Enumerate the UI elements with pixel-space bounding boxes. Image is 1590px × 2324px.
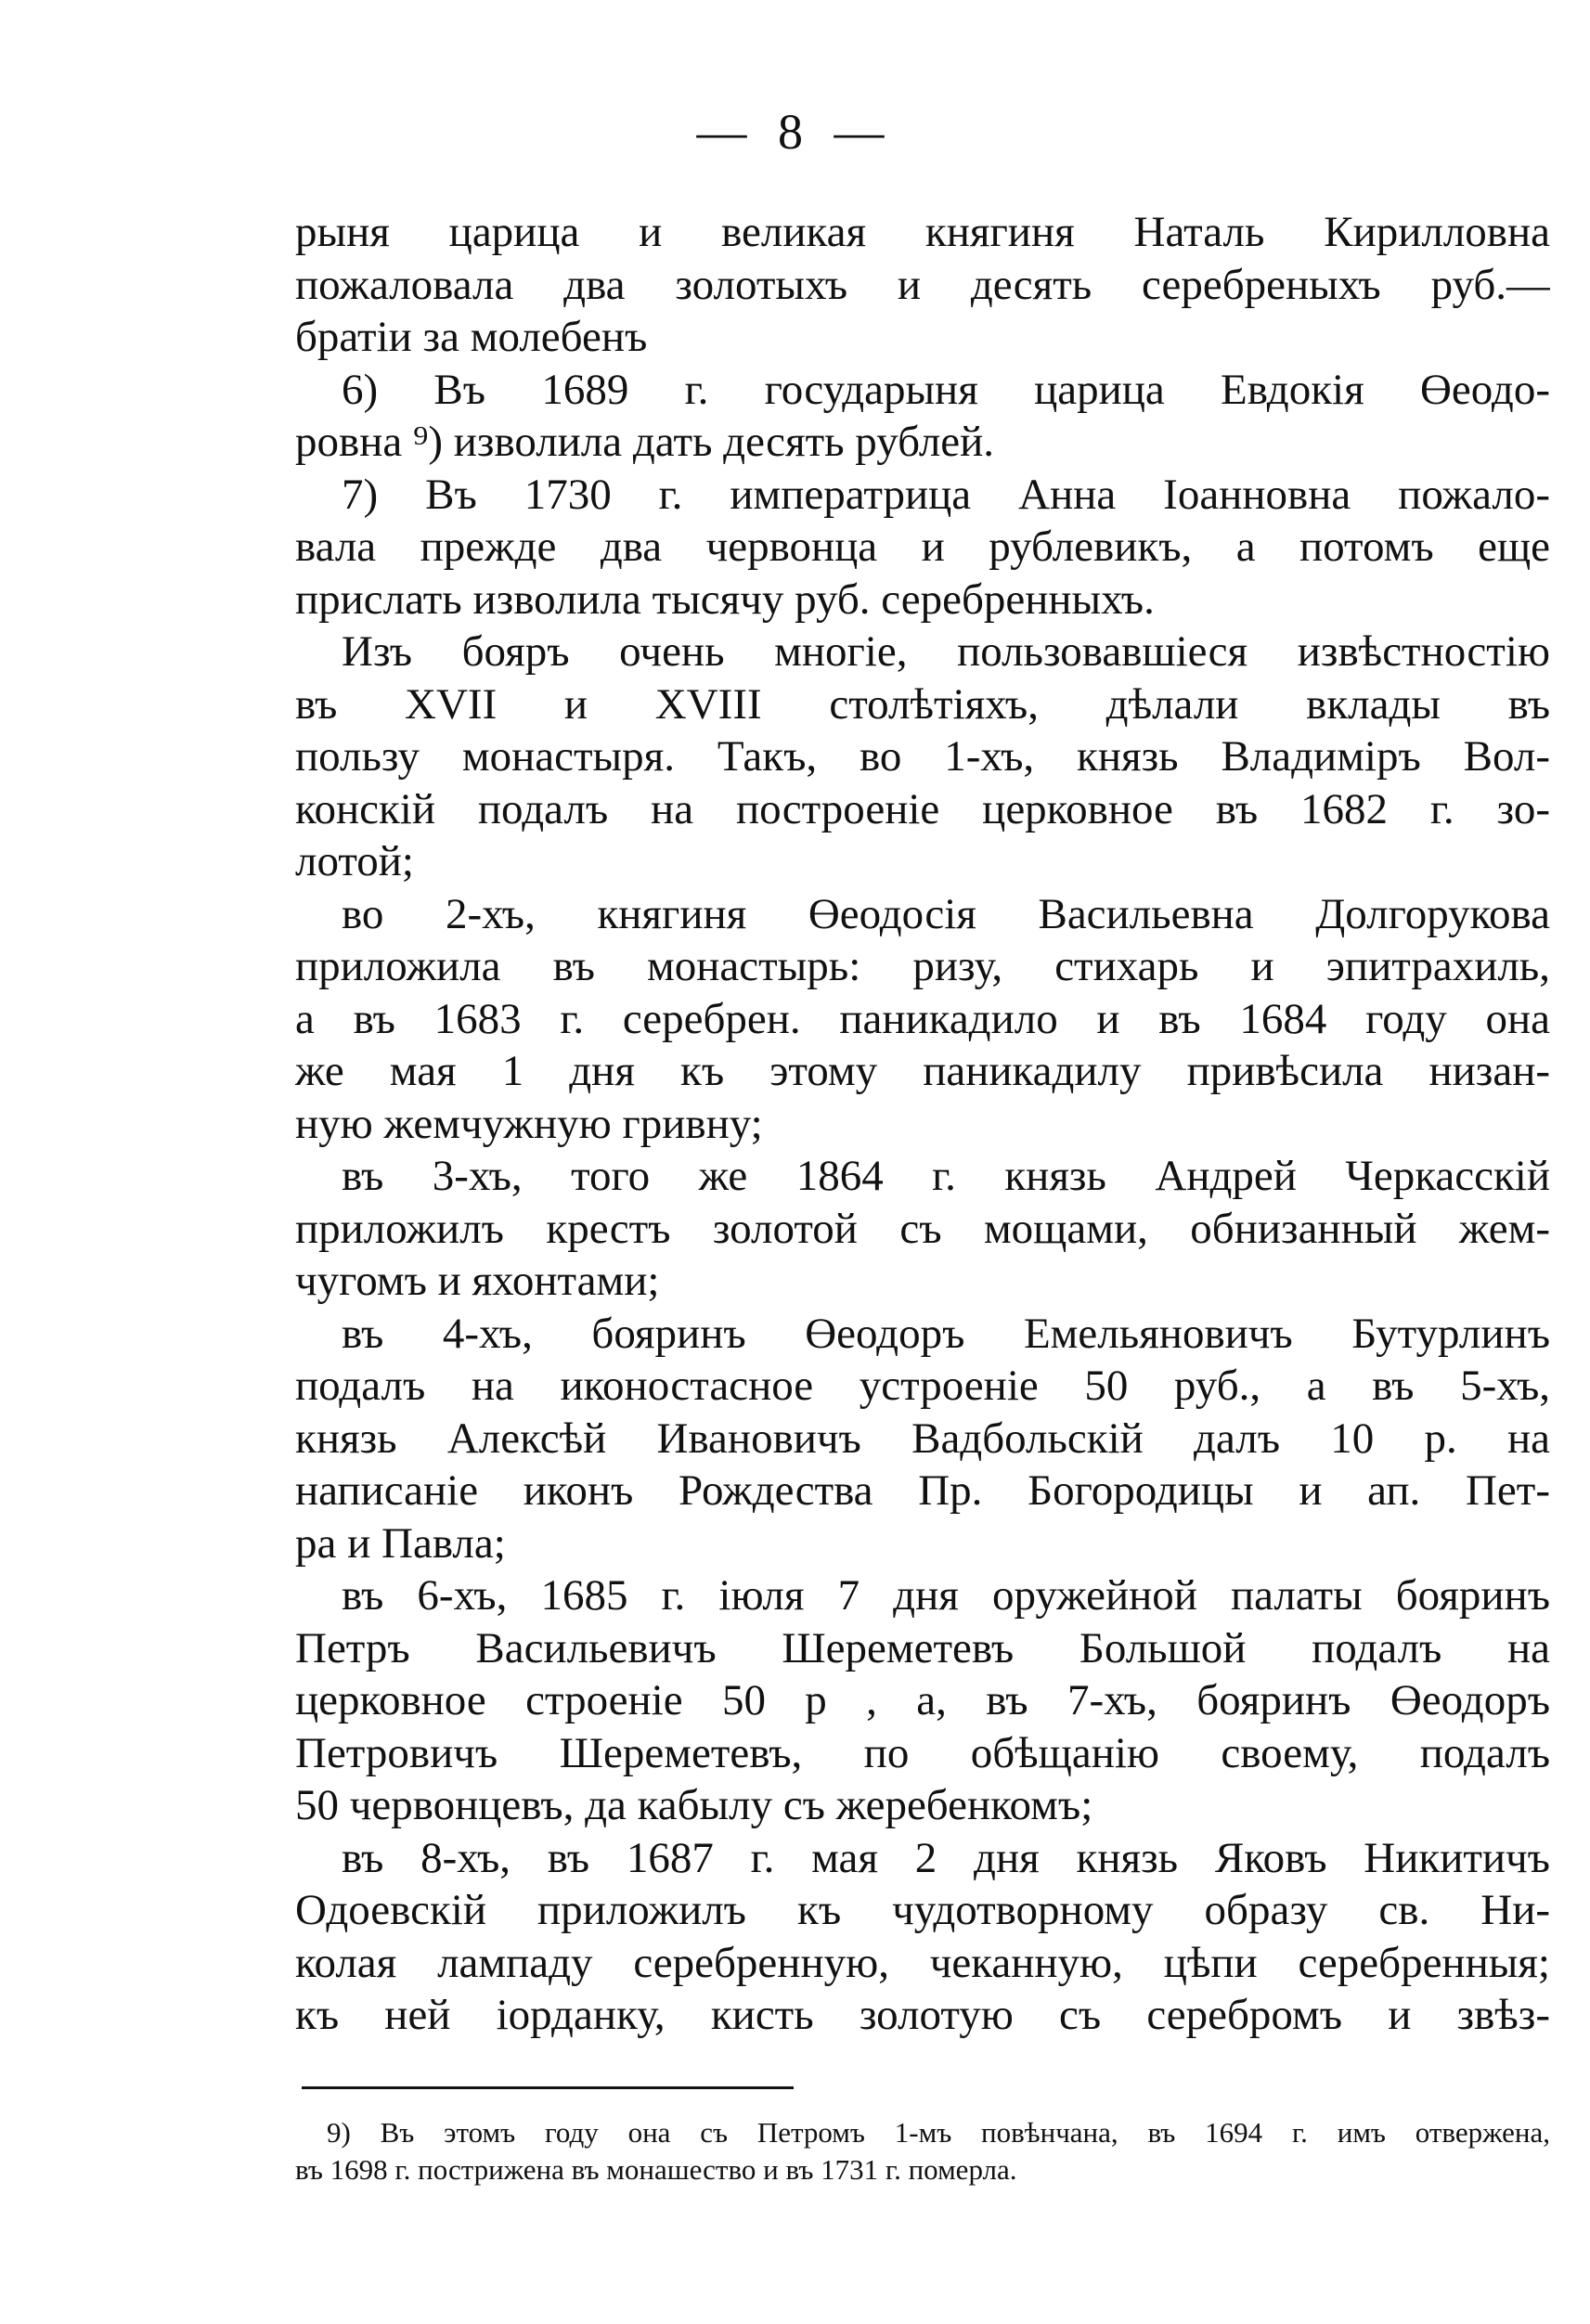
text-line: церковное строеніе 50 р , а, въ 7-хъ, бояринъ Өеодоръ [295, 1676, 1550, 1724]
text-line: Одоевскій приложилъ къ чудотворному образу св. Ни- [295, 1886, 1550, 1934]
text-line: ную жемчужную гривну; [295, 1099, 763, 1148]
text-line: 6) Въ 1689 г. государыня царица Евдокія Өеодо- [342, 365, 1550, 414]
text-line: въ XVII и XVIII столѣтіяхъ, дѣлали вклады въ [295, 679, 1550, 729]
footnote-line: въ 1698 г. пострижена въ монашество и въ 1731 г. померла. [295, 2153, 1017, 2186]
text-line: къ ней іорданку, кисть золотую съ серебромъ и звѣз- [295, 1991, 1550, 2039]
text-line: 7) Въ 1730 г. императрица Анна Іоанновна пожало- [342, 470, 1550, 519]
text-line: приложилъ крестъ золотой съ мощами, обнизанный жем- [295, 1204, 1550, 1253]
text-line: Петръ Васильевичъ Шереметевъ Большой подалъ на [295, 1623, 1550, 1672]
text-line: въ 4-хъ, бояринъ Өеодоръ Емельяновичъ Бутурлинъ [342, 1309, 1550, 1358]
text-line: же мая 1 дня къ этому паникадилу привѣсила низан- [295, 1047, 1550, 1095]
text-line: чугомъ и яхонтами; [295, 1257, 660, 1305]
page-number: — 8 — [696, 104, 894, 160]
text-line: а въ 1683 г. серебрен. паникадило и въ 1684 году она [295, 994, 1550, 1043]
text-line: во 2-хъ, княгиня Өеодосія Васильевна Долгорукова [342, 889, 1550, 938]
text-line: 50 червонцевъ, да кабылу съ жеребенкомъ; [295, 1781, 1093, 1829]
text-line: рыня царица и великая княгиня Наталь Кирилловна [295, 208, 1550, 256]
text-line: ровна ⁹) изволила дать десять рублей. [295, 418, 995, 466]
text-line: князь Алексѣй Ивановичъ Вадбольскій далъ 10 р. на [295, 1414, 1550, 1463]
text-line: написаніе иконъ Рождества Пр. Богородицы и ап. Пет- [295, 1466, 1550, 1515]
text-line: прислать изволила тысячу руб. серебренныхъ. [295, 575, 1155, 624]
footnote-line: 9) Въ этомъ году она съ Петромъ 1-мъ повѣнчана, въ 1694 г. имъ отвержена, [327, 2116, 1550, 2149]
text-line: въ 6-хъ, 1685 г. іюля 7 дня оружейной палаты бояринъ [342, 1571, 1550, 1620]
text-line: пользу монастыря. Такъ, во 1-хъ, князь Владиміръ Вол- [295, 732, 1550, 781]
text-line: колая лампаду серебренную, чеканную, цѣпи серебренныя; [295, 1938, 1550, 1987]
text-line: въ 8-хъ, въ 1687 г. мая 2 дня князь Яковъ Никитичъ [342, 1833, 1550, 1882]
footnote [295, 2114, 1550, 2188]
text-line: приложила въ монастырь: ризу, стихарь и эпитрахиль, [295, 942, 1550, 990]
text-line: лотой; [295, 837, 414, 885]
text-line: пожаловала два золотыхъ и десять серебреныхъ руб.— [295, 260, 1550, 309]
text-line: братіи за молебенъ [295, 313, 648, 361]
text-line: Изъ бояръ очень многіе, пользовавшіеся извѣстностію [342, 627, 1550, 676]
text-line: Петровичъ Шереметевъ, по обѣщанію своему, подалъ [295, 1728, 1550, 1777]
text-line: ра и Павла; [295, 1518, 506, 1568]
text-line: конскій подалъ на построеніе церковное въ 1682 г. зо- [295, 784, 1550, 833]
footnote-separator [302, 2086, 794, 2089]
body-text [295, 206, 1550, 2042]
text-line: подалъ на иконостасное устроеніе 50 руб., а въ 5-хъ, [295, 1362, 1550, 1410]
text-line: въ 3-хъ, того же 1864 г. князь Андрей Черкасскій [342, 1152, 1550, 1200]
text-line: вала прежде два червонца и рублевикъ, а потомъ еще [295, 523, 1550, 571]
